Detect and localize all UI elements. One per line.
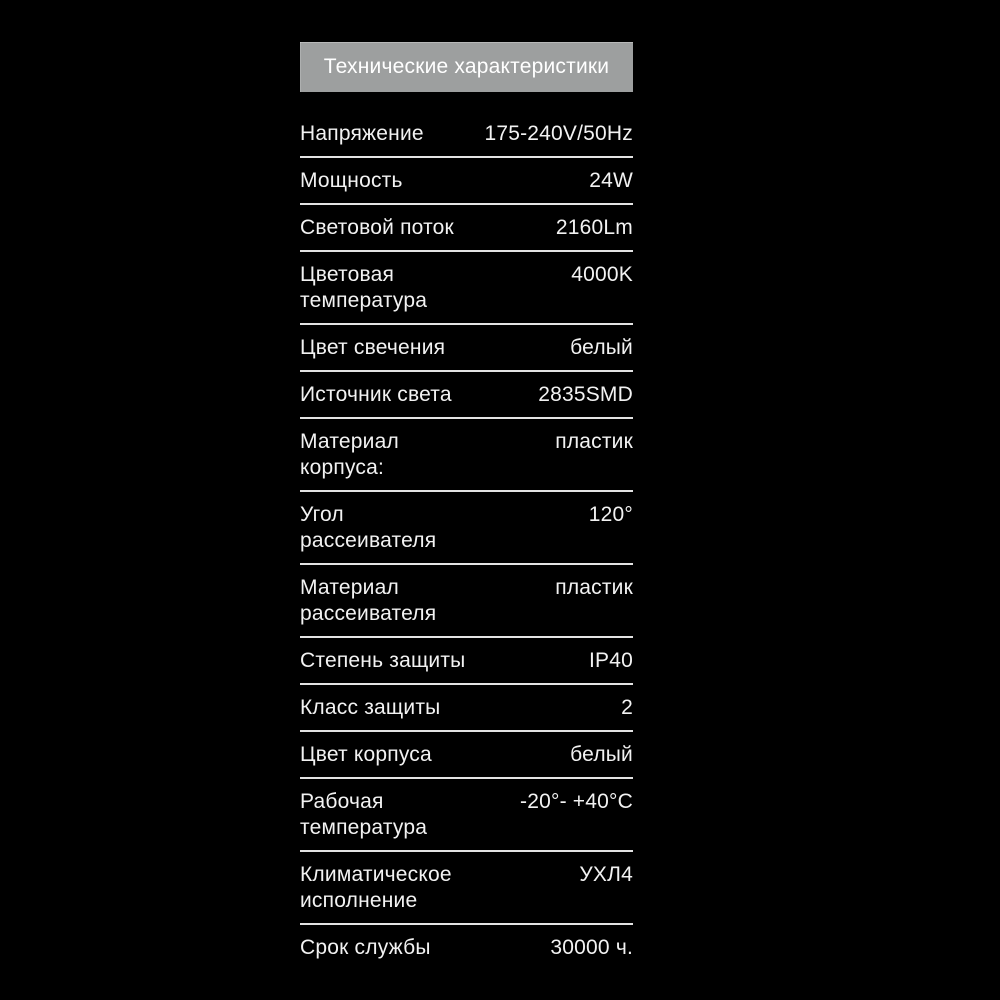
spec-table-row: [300, 779, 633, 852]
spec-row-label: Климатическое исполнение: [300, 863, 452, 912]
spec-table-row: [300, 325, 633, 372]
spec-row-label: Рабочая температура: [300, 790, 428, 839]
spec-row-value: 2160Lm: [555, 216, 633, 239]
spec-row-label: Материал корпуса:: [300, 430, 399, 479]
spec-row-label: Напряжение: [300, 122, 424, 145]
spec-panel: [300, 42, 633, 970]
spec-row-value: 24W: [589, 169, 633, 192]
spec-table-row: [300, 925, 633, 970]
spec-row-value: -20°- +40°C: [520, 790, 633, 813]
spec-row-value: пластик: [555, 576, 633, 599]
spec-table-row: [300, 158, 633, 205]
spec-table-row: [300, 111, 633, 158]
spec-header-title: Технические характеристики: [323, 55, 610, 78]
spec-table-row: [300, 565, 633, 638]
spec-row-label: Степень защиты: [300, 649, 466, 672]
spec-row-value: УХЛ4: [579, 863, 633, 886]
spec-row-label: Угол рассеивателя: [300, 503, 437, 552]
spec-table-row: [300, 732, 633, 779]
spec-table-row: [300, 252, 633, 325]
spec-row-value: 175-240V/50Hz: [484, 122, 633, 145]
spec-table-row: [300, 372, 633, 419]
spec-row-label: Источник света: [300, 383, 452, 406]
spec-row-label: Класс защиты: [300, 696, 441, 719]
spec-row-label: Световой поток: [300, 216, 454, 239]
spec-table: [300, 111, 633, 970]
spec-row-value: IP40: [589, 649, 633, 672]
spec-row-label: Материал рассеивателя: [300, 576, 437, 625]
spec-row-value: 30000 ч.: [550, 936, 633, 959]
spec-table-row: [300, 492, 633, 565]
spec-table-row: [300, 638, 633, 685]
spec-header: [300, 42, 633, 92]
spec-row-label: Цвет свечения: [300, 336, 446, 359]
spec-row-value: 2: [621, 696, 633, 719]
spec-table-row: [300, 419, 633, 492]
spec-row-label: Цветовая температура: [300, 263, 428, 312]
spec-row-value: белый: [570, 336, 633, 359]
spec-row-value: 4000K: [571, 263, 633, 286]
spec-row-value: белый: [570, 743, 633, 766]
spec-row-value: 120°: [588, 503, 633, 526]
spec-row-value: пластик: [555, 430, 633, 453]
spec-row-label: Срок службы: [300, 936, 431, 959]
spec-row-label: Цвет корпуса: [300, 743, 432, 766]
spec-row-label: Мощность: [300, 169, 403, 192]
spec-table-row: [300, 205, 633, 252]
spec-table-row: [300, 685, 633, 732]
spec-table-row: [300, 852, 633, 925]
spec-row-value: 2835SMD: [538, 383, 633, 406]
